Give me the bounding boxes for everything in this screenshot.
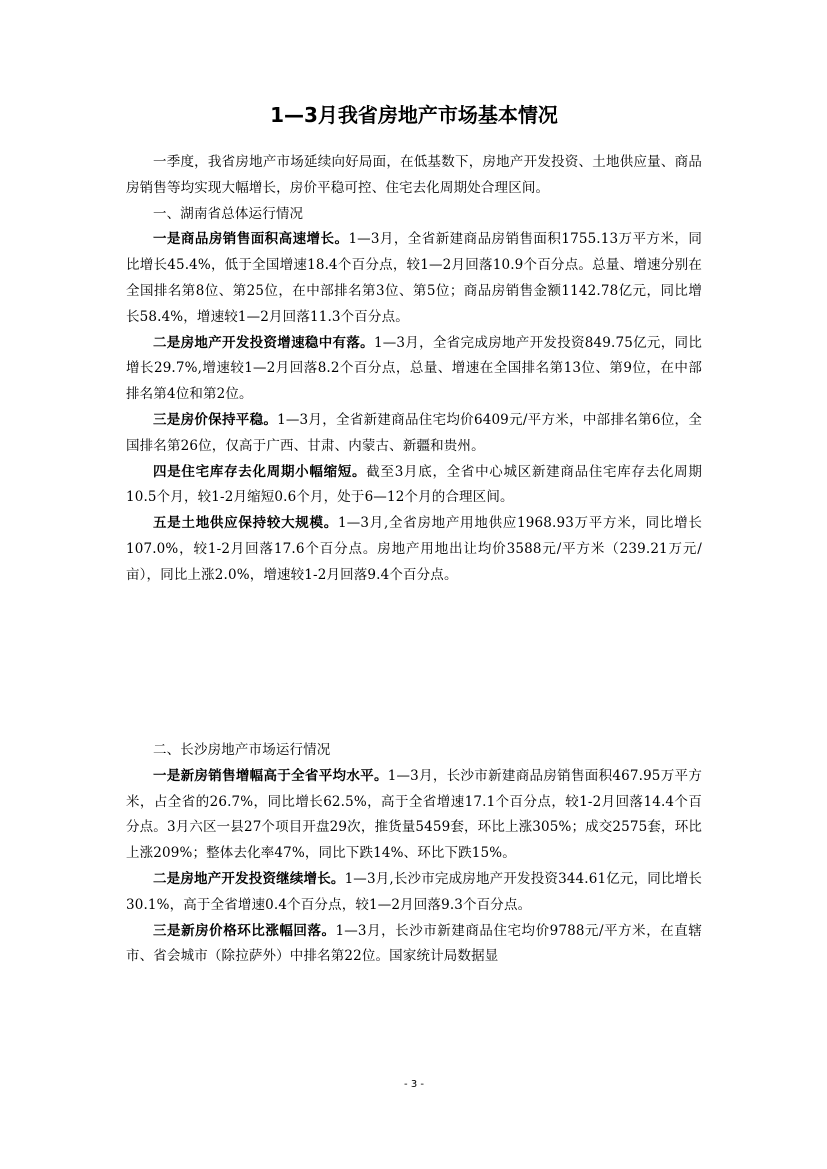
- paragraph-lead: 三是房价保持平稳。: [153, 411, 278, 428]
- paragraph-changsha-sales: [126, 764, 702, 867]
- paragraph-text: 截至3月底，全省中心城区新建商品住宅库存去化周期10.5个月，较1-2月缩短0.6个月，处于6—12个月的合理区间。: [126, 463, 702, 506]
- paragraph-text: 1—3月，全省新建商品住宅均价6409元/平方米，中部排名第6位，全国排名第26位，仅高于广西、甘肃、内蒙古、新疆和贵州。: [126, 411, 702, 454]
- page-number: - 3 -: [404, 1079, 424, 1090]
- part-two: [126, 738, 702, 970]
- paragraph-text: 1—3月，全省完成房地产开发投资849.75亿元，同比增长29.7%,增速较1—2月回落8.2个百分点，总量、增速在全国排名第13位、第9位，在中部排名第4位和第2位。: [126, 334, 703, 403]
- paragraph-changsha-price: [126, 919, 702, 971]
- paragraph-lead: 四是住宅库存去化周期小幅缩短。: [153, 463, 367, 480]
- paragraph-text: 1—3月，长沙市新建商品住宅均价9788元/平方米，在直辖市、省会城市（除拉萨外）中排名第22位。国家统计局数据显: [126, 922, 702, 965]
- paragraph-text: 1—3月,长沙市完成房地产开发投资344.61亿元，同比增长30.1%，高于全省增速0.4个百分点，较1—2月回落9.3个百分点。: [126, 870, 702, 913]
- paragraph-land-supply: [126, 511, 702, 588]
- paragraph-text: 1—3月，长沙市新建商品房销售面积467.95万平方米，占全省的26.7%，同比增长62.5%，高于全省增速17.1个百分点，较1-2月回落14.4个百分点。3月六区一县27个项目开盘29次，推货量5459套，环比上涨305%；成交2575套，环比上涨209%；整体去化率47%，同比下跌14%、环比下跌15%。: [126, 767, 702, 862]
- paragraph-lead: 一是新房销售增幅高于全省平均水平。: [153, 767, 388, 784]
- paragraph-lead: 五是土地供应保持较大规模。: [153, 515, 339, 532]
- paragraph-sales-area: [126, 227, 702, 330]
- paragraph-lead: 二是房地产开发投资继续增长。: [153, 870, 345, 887]
- intro-paragraph: 一季度，我省房地产市场延续向好局面，在低基数下，房地产开发投资、土地供应量、商品房销售等均实现大幅增长，房价平稳可控、住宅去化周期处合理区间。: [126, 154, 702, 196]
- section-heading-hunan: 一、湖南省总体运行情况: [153, 205, 304, 222]
- paragraph-inventory: [126, 460, 702, 512]
- paragraph-text: 1—3月,全省房地产用地供应1968.93万平方米，同比增长107.0%，较1-2月回落17.6个百分点。房地产用地出让均价3588元/平方米（239.21万元/亩），同比上涨2.0%，增速较1-2月回落9.4个百分点。: [126, 515, 703, 583]
- paragraph-lead: 三是新房价格环比涨幅回落。: [153, 922, 336, 939]
- paragraph-investment: [126, 331, 702, 408]
- paragraph-price: [126, 408, 702, 460]
- paragraph-lead: 一是商品房销售面积高速增长。: [153, 231, 349, 248]
- paragraph-changsha-investment: [126, 867, 702, 919]
- paragraph-text: 1—3月，全省新建商品房销售面积1755.13万平方米，同比增长45.4%，低于全国增速18.4个百分点，较1—2月回落10.9个百分点。总量、增速分别在全国排名第8位、第25位，在中部排名第3位、第5位；商品房销售金额1142.78亿元，同比增长58.4%，增速较1—2月回落11.3个百分点。: [126, 231, 702, 325]
- section-heading-changsha: 二、长沙房地产市场运行情况: [153, 742, 331, 758]
- paragraph-lead: 二是房地产开发投资增速稳中有落。: [153, 334, 374, 351]
- document-title: 1—3月我省房地产市场基本情况: [270, 103, 558, 127]
- part-one: [126, 150, 702, 589]
- document-page: [126, 0, 702, 1169]
